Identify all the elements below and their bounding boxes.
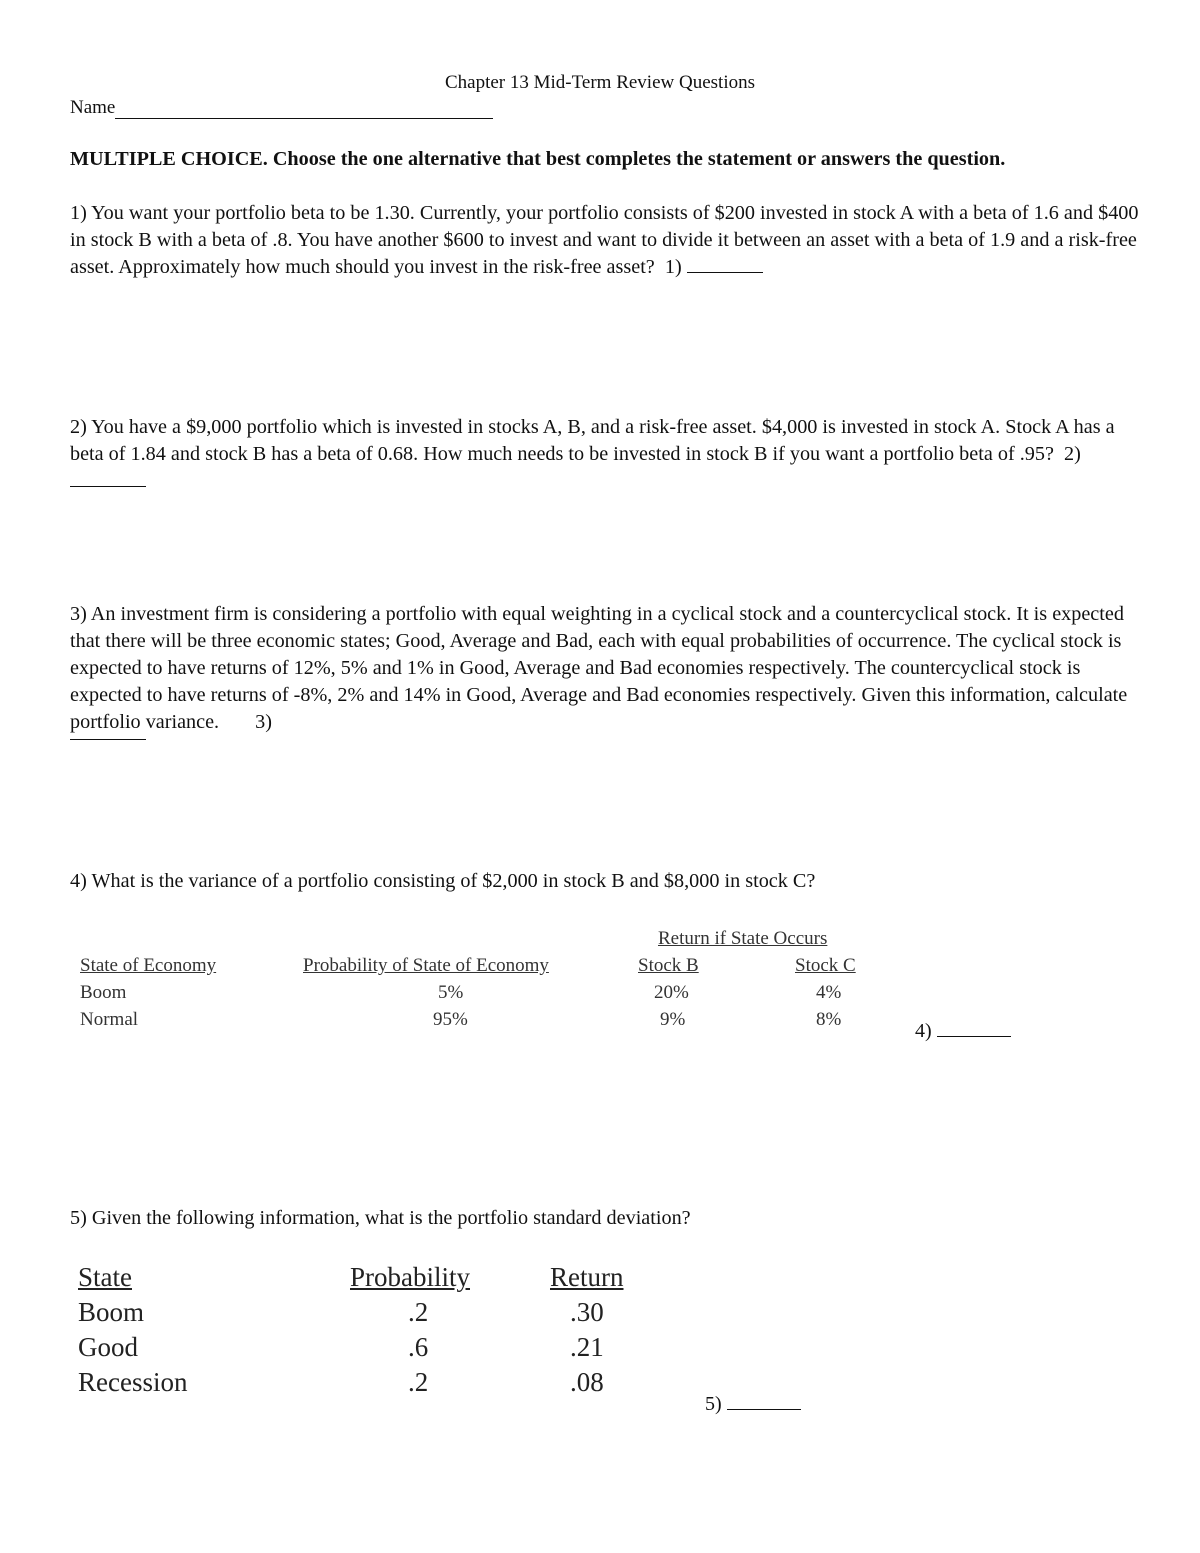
question-4-text: 4) What is the variance of a portfolio consisting of $2,000 in stock B and $8,000 in stock C? xyxy=(70,870,816,892)
table-cell: .2 xyxy=(408,1367,429,1397)
question-2-answer-blank[interactable] xyxy=(70,468,146,487)
question-5-answer xyxy=(705,1391,801,1416)
table-header-stock-c: Stock C xyxy=(795,955,856,976)
table-header-stock-b: Stock B xyxy=(638,955,699,976)
question-1-answer-label: 1) xyxy=(664,256,682,278)
question-4-answer-blank[interactable] xyxy=(937,1018,1011,1037)
table-cell: 8% xyxy=(816,1009,842,1030)
table-header-probability: Probability of State of Economy xyxy=(303,955,549,976)
question-4-answer-label: 4) xyxy=(915,1020,932,1042)
table-cell: Boom xyxy=(78,1297,145,1327)
table-cell: .6 xyxy=(408,1332,429,1362)
name-field xyxy=(70,97,493,119)
table-header-probability: Probability xyxy=(350,1262,470,1292)
question-3-text: 3) An investment firm is considering a portfolio with equal weighting in a cyclical stock and a countercyclical stock. It is expected that there will be three economic states; Good, Average and Bad, each with equal probabilities of occurrence. The cyclical stock is expected to have returns of 12%, 5% and 1% in Good, Average and Bad economies respectively. The countercyclical stock is expected to have returns of -8%, 2% and 14% in Good, Average and Bad economies respectively. Given this information, calculate portfolio variance. xyxy=(70,603,1128,733)
table-group-header: Return if State Occurs xyxy=(658,928,828,949)
question-1-answer-blank[interactable] xyxy=(687,254,763,273)
question-5-answer-blank[interactable] xyxy=(727,1391,801,1410)
question-2-answer-label: 2) xyxy=(1064,443,1081,465)
table-cell: .21 xyxy=(570,1332,604,1362)
table-cell: 20% xyxy=(654,982,689,1003)
table-header-return: Return xyxy=(550,1262,624,1292)
table-cell: Recession xyxy=(78,1367,188,1397)
instructions: MULTIPLE CHOICE. Choose the one alternative that best completes the statement or answers the question. xyxy=(70,148,1006,170)
question-3 xyxy=(70,601,1140,736)
table-cell: 4% xyxy=(816,982,842,1003)
table-cell: .08 xyxy=(570,1367,604,1397)
question-3-answer-label: 3) xyxy=(255,711,272,733)
question-4-answer xyxy=(915,1018,1011,1043)
table-cell: 95% xyxy=(433,1009,468,1030)
table-cell: Normal xyxy=(80,1009,139,1030)
table-cell: .30 xyxy=(570,1297,604,1327)
question-1-text: 1) You want your portfolio beta to be 1.30. Currently, your portfolio consists of $200 invested in stock A with a beta of 1.6 and $400 in stock B with a beta of .8. You have another $600 to invest and want to divide it between an asset with a beta of 1.9 and a risk-free asset. Approximately how much should you invest in the risk-free asset? xyxy=(70,202,1139,278)
page-title: Chapter 13 Mid-Term Review Questions xyxy=(444,72,755,93)
table-cell: Good xyxy=(78,1332,138,1362)
name-label: Name xyxy=(70,97,116,118)
question-5-answer-label: 5) xyxy=(705,1393,722,1415)
table-cell: 9% xyxy=(660,1009,686,1030)
question-5-text: 5) Given the following information, what is the portfolio standard deviation? xyxy=(70,1207,691,1229)
table-header-state: State xyxy=(78,1262,132,1292)
table-cell: Boom xyxy=(80,982,127,1003)
question-2 xyxy=(70,414,1140,495)
question-3-answer-blank[interactable] xyxy=(70,739,146,740)
question-2-text: 2) You have a $9,000 portfolio which is invested in stocks A, B, and a risk-free asset. $4,000 is invested in stock A. Stock A has a beta of 1.84 and stock B has a beta of 0.68. How much needs to be invested in stock B if you want a portfolio beta of .95? xyxy=(70,416,1115,465)
table-header-state: State of Economy xyxy=(80,955,217,976)
name-blank-line[interactable] xyxy=(115,98,493,119)
table-cell: 5% xyxy=(438,982,464,1003)
table-cell: .2 xyxy=(408,1297,429,1327)
question-1 xyxy=(70,200,1140,281)
